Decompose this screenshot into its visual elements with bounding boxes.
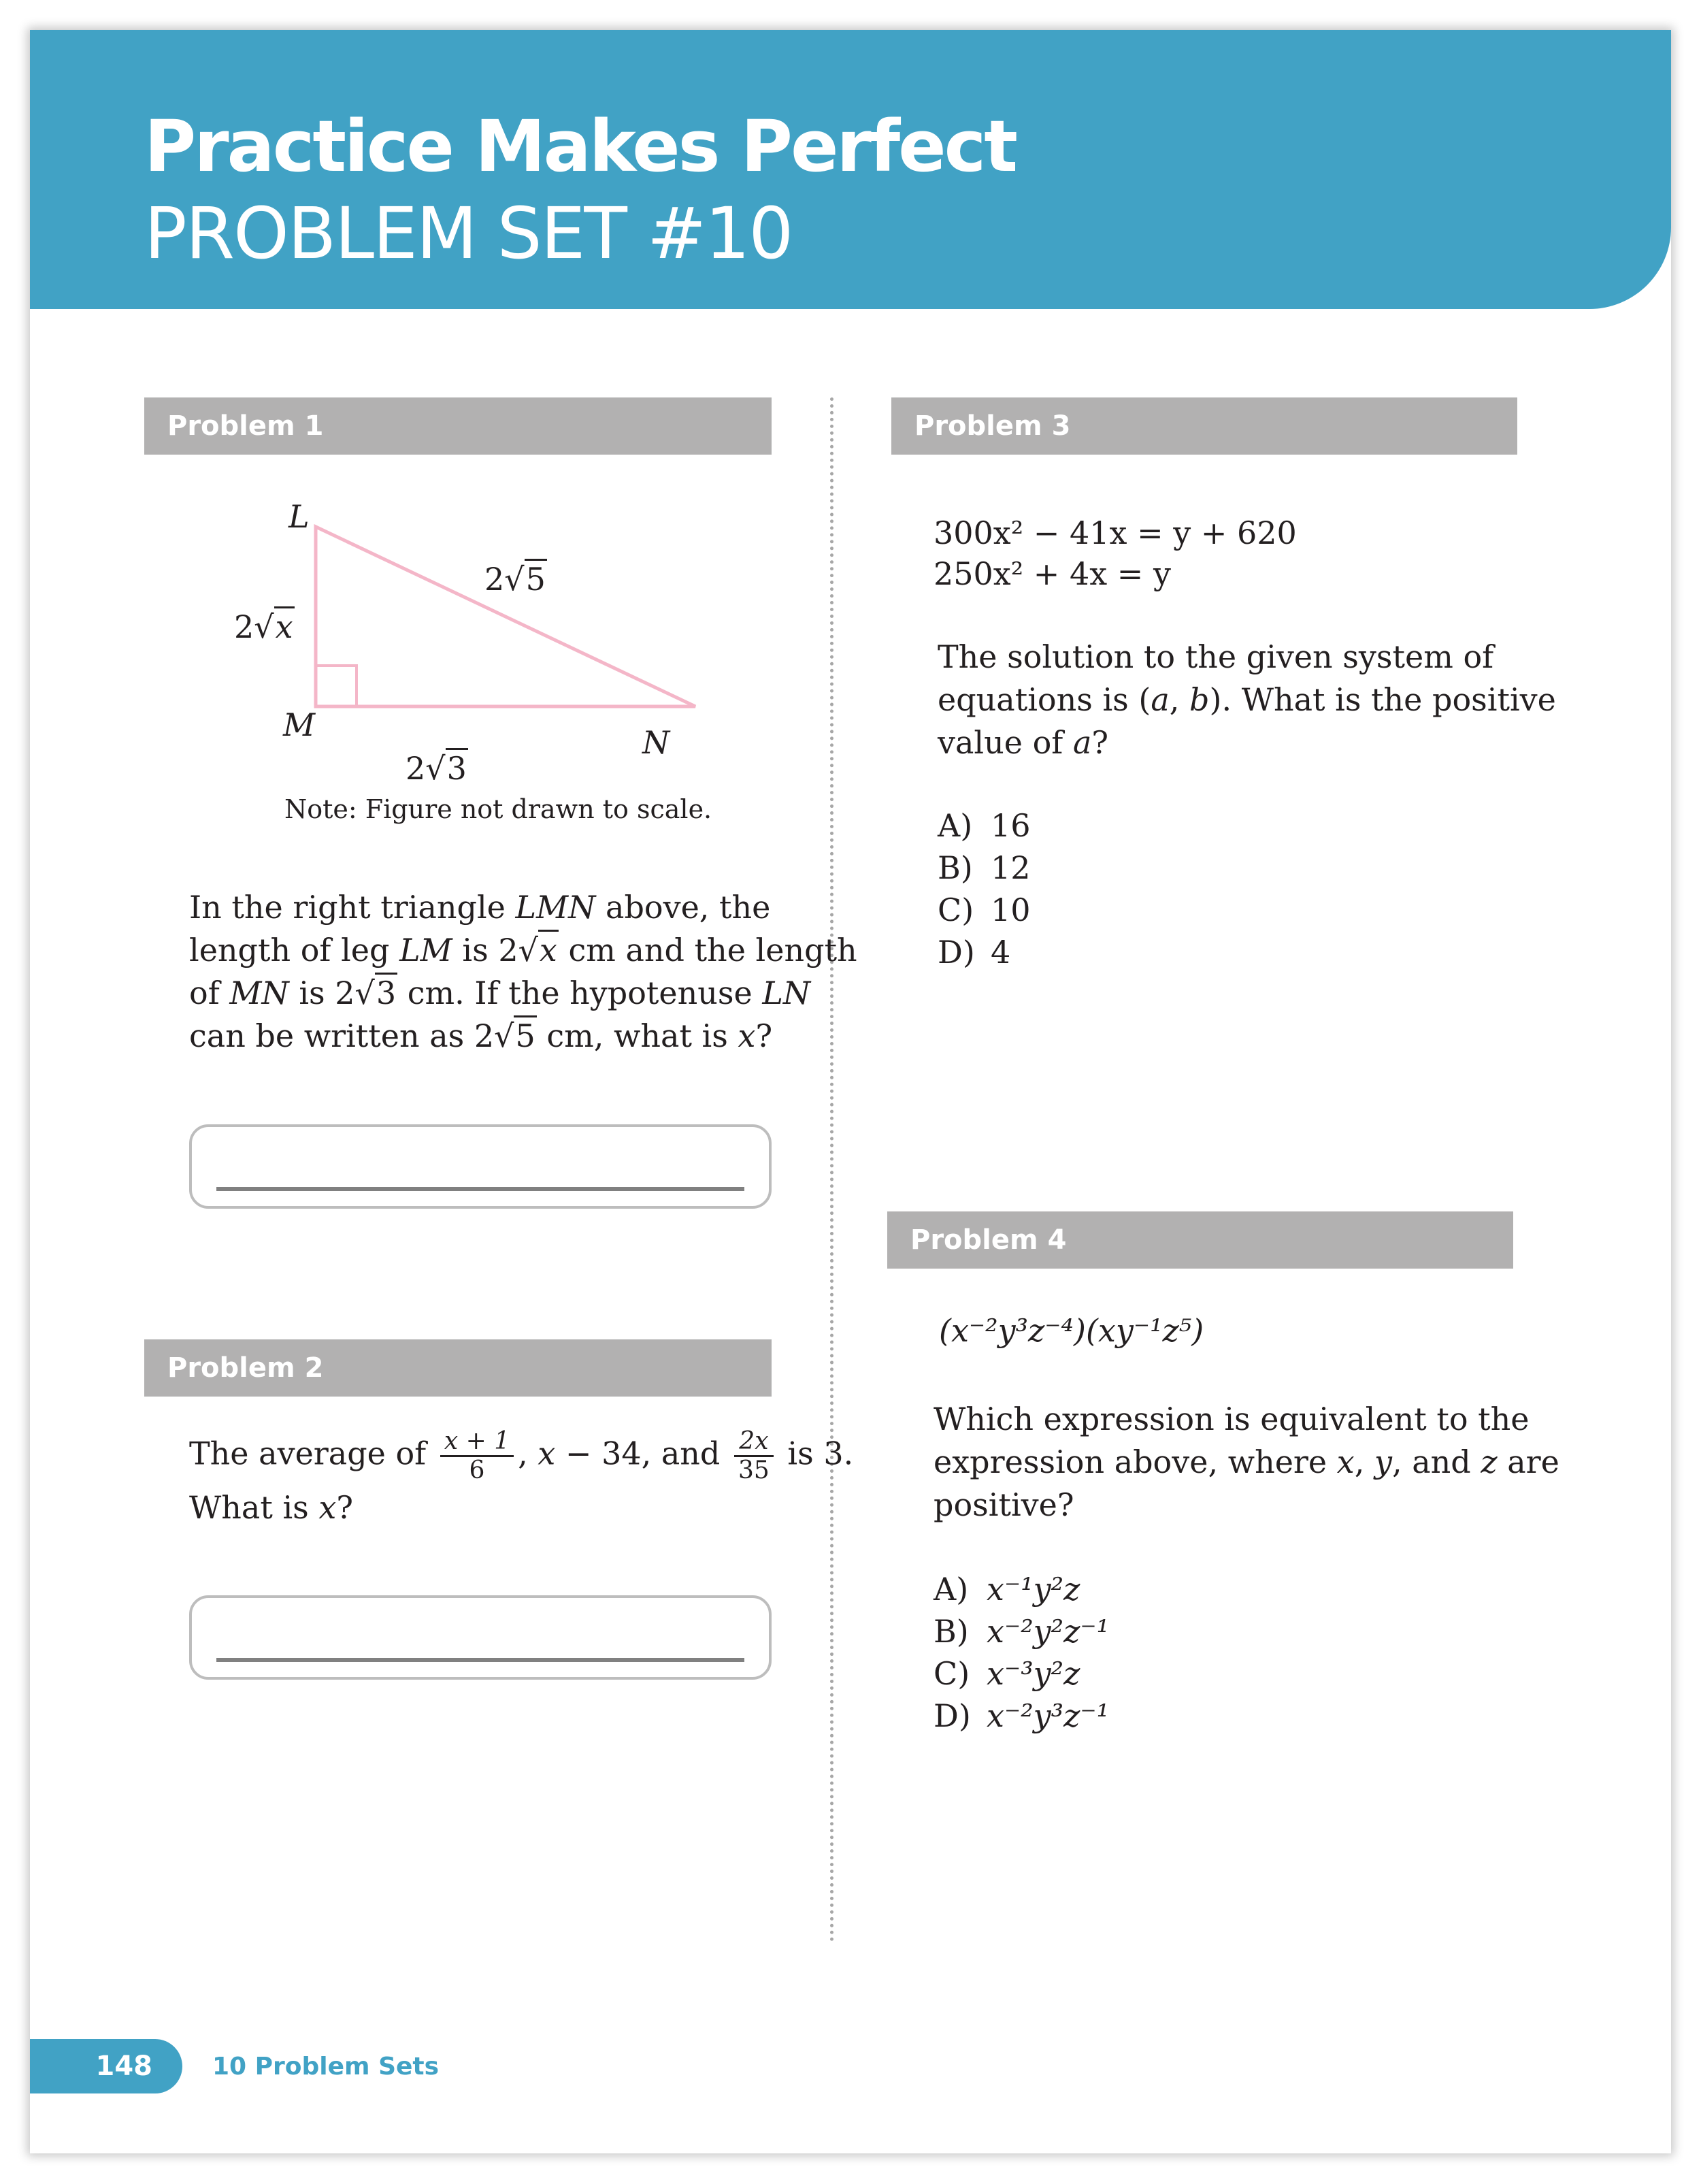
problem-1-line-3: of MN is 2√3 cm. If the hypotenuse LN [189,972,810,1015]
problem-3-question-line-1: The solution to the given system of [938,638,1494,675]
problem-4-question-line-3: positive? [934,1486,1074,1523]
page [30,30,1671,2153]
vertex-n-label: N [642,724,670,761]
problem-1-line-1: In the right triangle LMN above, the [189,889,771,926]
problem-3-equation-2: 250x² + 4x = y [934,555,1171,592]
section-label: 10 Problem Sets [212,2053,440,2081]
problem-4-option-b[interactable]: B) x⁻²y²z⁻¹ [934,1613,1110,1650]
problem-1-heading: Problem 1 [144,397,772,455]
page-title: Practice Makes Perfect [144,105,1016,188]
problem-1-answer-box[interactable] [189,1124,772,1209]
page-subtitle: PROBLEM SET #10 [144,192,793,275]
problem-4-question-line-2: expression above, where x, y, and z are [934,1444,1559,1480]
problem-3-equation-1: 300x² − 41x = y + 620 [934,515,1297,551]
triangle-lmn [316,527,695,706]
fraction-2x-over-35: $\frac{2x}{35}$ [734,1428,774,1484]
problem-3-option-c[interactable]: C) 10 [938,892,1031,928]
problem-3-question-line-3: value of a? [938,724,1109,761]
figure-note: Note: Figure not drawn to scale. [284,794,712,824]
problem-3-option-a[interactable]: A) 16 [938,807,1031,844]
vertex-m-label: M [283,706,316,743]
problem-3-heading: Problem 3 [891,397,1517,455]
problem-4-expression: (x⁻²y³z⁻⁴)(xy⁻¹z⁵) [939,1312,1204,1349]
problem-2-line-2: What is x? [189,1489,354,1526]
side-mn-label: 2√3 [406,747,468,790]
problem-3-question-line-2: equations is (a, b). What is the positive [938,681,1556,718]
fraction-x-plus-1-over-6: $\frac{x + 1}{6}$ [440,1428,514,1484]
problem-4-option-d[interactable]: D) x⁻²y³z⁻¹ [934,1697,1110,1734]
problem-4-heading: Problem 4 [887,1211,1513,1269]
header-banner [30,30,1671,309]
side-ln-label: 2√5 [484,558,547,601]
problem-3-option-d[interactable]: D) 4 [938,934,1011,971]
column-divider [830,397,833,1942]
problem-2-line-1: The average of $\frac{x + 1}{6}$ , x − 34, and $\frac{2x}{35}$ is 3. [189,1427,854,1484]
side-lm-label: 2√x [234,606,295,649]
problem-2-answer-box[interactable] [189,1595,772,1680]
answer-line [216,1187,744,1191]
problem-3-option-b[interactable]: B) 12 [938,849,1031,886]
vertex-l-label: L [288,498,310,535]
problem-2-heading: Problem 2 [144,1339,772,1397]
problem-4-option-c[interactable]: C) x⁻³y²z [934,1655,1080,1692]
answer-line [216,1658,744,1662]
problem-4-option-a[interactable]: A) x⁻¹y²z [934,1571,1080,1608]
page-number-tab: 148 [30,2039,182,2093]
problem-1-line-2: length of leg LM is 2√x cm and the length [189,929,857,972]
problem-1-line-4: can be written as 2√5 cm, what is x? [189,1015,772,1058]
right-angle-marker [316,666,357,706]
problem-4-question-line-1: Which expression is equivalent to the [934,1401,1530,1437]
